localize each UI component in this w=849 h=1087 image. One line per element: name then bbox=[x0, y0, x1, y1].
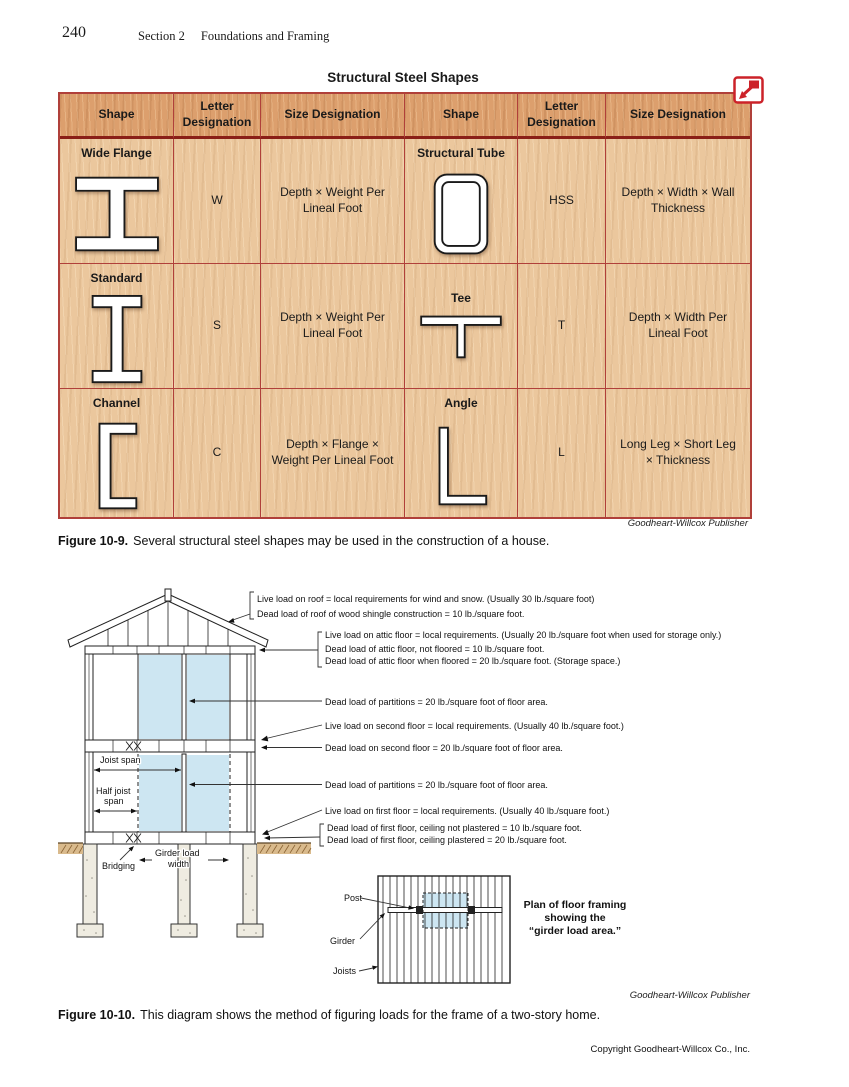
shape-cell-tee bbox=[405, 264, 518, 389]
standard-beam-icon bbox=[87, 292, 147, 386]
shape-name: Standard bbox=[90, 271, 143, 285]
girder-load-width-label-1: Girder load bbox=[155, 848, 200, 858]
size-cell: Long Leg × Short Leg × Thickness bbox=[606, 389, 750, 517]
partition-first-story bbox=[182, 754, 186, 832]
callout-first-live: Live load on first floor = local requirements. (Usually 40 lb./square foot.) bbox=[325, 806, 610, 816]
shape-name: Tee bbox=[451, 291, 471, 306]
callout-attic-dead-floored: Dead load of attic floor when floored = 20 lb./square foot. (Storage space.) bbox=[325, 656, 621, 666]
callout-second-live: Live load on second floor = local requirements. (Usually 40 lb./square foot.) bbox=[325, 721, 624, 731]
col-header-shape-right: Shape bbox=[405, 94, 518, 139]
shape-cell-standard bbox=[60, 264, 174, 389]
icon-wrap bbox=[417, 311, 505, 361]
icon-wrap bbox=[69, 166, 165, 263]
shape-name: Structural Tube bbox=[417, 146, 505, 160]
size-cell: Depth × Width Per Lineal Foot bbox=[606, 264, 750, 389]
shape-cell-structural-tube bbox=[405, 139, 518, 264]
letter-cell: HSS bbox=[518, 139, 606, 264]
wide-flange-icon bbox=[69, 174, 165, 254]
channel-icon bbox=[94, 418, 140, 514]
figure-10-10-caption bbox=[58, 1008, 798, 1022]
letter-cell: S bbox=[174, 264, 261, 389]
floor-framing-plan bbox=[330, 876, 626, 983]
icon-wrap bbox=[432, 416, 490, 517]
roof-left-slope bbox=[68, 594, 168, 647]
col-header-letter-right: Letter Designation bbox=[518, 94, 606, 139]
callout-first-dead-plastered: Dead load of first floor, ceiling plastered = 20 lb./square foot. bbox=[327, 835, 567, 845]
girder-load-width-label-2: width bbox=[168, 859, 190, 869]
joist-span-label: Joist span bbox=[100, 755, 141, 765]
figure-text: Several structural steel shapes may be used in the construction of a house. bbox=[133, 534, 550, 548]
load-diagram bbox=[58, 588, 803, 990]
second-floor bbox=[85, 740, 255, 752]
shape-cell-wide-flange bbox=[60, 139, 174, 264]
figure-label: Figure 10-9. bbox=[58, 534, 129, 548]
first-floor bbox=[85, 832, 255, 844]
shape-name: Angle bbox=[444, 396, 478, 410]
structural-steel-shapes-table bbox=[58, 92, 752, 519]
figure-label: Figure 10-10. bbox=[58, 1008, 136, 1022]
half-joist-span-label-1: Half joist bbox=[96, 786, 131, 796]
icon-wrap bbox=[94, 416, 140, 517]
col-header-size-right: Size Designation bbox=[606, 94, 750, 139]
bridging-label: Bridging bbox=[102, 861, 136, 871]
half-joist-span-label-2: span bbox=[104, 796, 124, 806]
copyright-line: Copyright Goodheart-Willcox Co., Inc. bbox=[590, 1044, 750, 1055]
shape-cell-channel bbox=[60, 389, 174, 517]
joists-label: Joists bbox=[333, 966, 357, 976]
icon-wrap bbox=[430, 166, 492, 263]
callout-attic-dead-not-floored: Dead load of attic floor, not floored = 10 lb./square foot. bbox=[325, 644, 545, 654]
size-cell: Depth × Width × Wall Thickness bbox=[606, 139, 750, 264]
letter-cell: C bbox=[174, 389, 261, 517]
table-credit: Goodheart-Willcox Publisher bbox=[627, 518, 748, 529]
col-header-letter-left: Letter Designation bbox=[174, 94, 261, 139]
size-cell: Depth × Flange × Weight Per Lineal Foot bbox=[261, 389, 405, 517]
plan-post-left bbox=[416, 906, 423, 914]
house-cross-section bbox=[68, 589, 268, 844]
structural-tube-icon bbox=[430, 170, 492, 258]
callout-partitions-first: Dead load of partitions = 20 lb./square foot of floor area. bbox=[325, 780, 548, 790]
col-header-size-left: Size Designation bbox=[261, 94, 405, 139]
post-label: Post bbox=[344, 893, 363, 903]
col-header-shape-left: Shape bbox=[60, 94, 174, 139]
figure-text: This diagram shows the method of figuring loads for the frame of a two-story home. bbox=[140, 1008, 601, 1022]
section-label: Section 2 bbox=[138, 29, 185, 43]
callout-roof-live: Live load on roof = local requirements for wind and snow. (Usually 30 lb./square foot) bbox=[257, 594, 595, 604]
ridge-board bbox=[165, 589, 171, 601]
size-cell: Depth × Weight Per Lineal Foot bbox=[261, 264, 405, 389]
page-number: 240 bbox=[62, 24, 86, 41]
plan-caption-line-2: showing the bbox=[544, 912, 606, 924]
roof-right-slope bbox=[168, 594, 268, 647]
letter-cell: L bbox=[518, 389, 606, 517]
tee-icon bbox=[417, 311, 505, 361]
gable-studs bbox=[108, 602, 228, 646]
figure-10-10-credit: Goodheart-Willcox Publisher bbox=[629, 990, 750, 1001]
plan-caption-line-3: “girder load area.” bbox=[528, 925, 622, 937]
shape-name: Wide Flange bbox=[81, 146, 152, 160]
section-title: Foundations and Framing bbox=[200, 29, 330, 43]
callout-partitions-second: Dead load of partitions = 20 lb./square foot of floor area. bbox=[325, 697, 548, 707]
shape-name: Channel bbox=[92, 396, 141, 410]
partition-second-story bbox=[182, 654, 186, 740]
callout-second-dead: Dead load on second floor = 20 lb./square foot of floor area. bbox=[325, 743, 563, 753]
attic-floor bbox=[85, 646, 255, 654]
plan-post-right bbox=[468, 906, 475, 914]
load-callouts bbox=[257, 594, 721, 845]
table-title: Structural Steel Shapes bbox=[327, 70, 479, 85]
icon-wrap bbox=[87, 291, 147, 388]
letter-cell: T bbox=[518, 264, 606, 389]
girder-label: Girder bbox=[330, 936, 356, 946]
figure-10-9-caption bbox=[58, 534, 798, 548]
angle-icon bbox=[432, 424, 490, 508]
plan-girder bbox=[388, 908, 502, 913]
callout-roof-dead: Dead load of roof of wood shingle construction = 10 lb./square foot. bbox=[257, 609, 525, 619]
letter-cell: W bbox=[174, 139, 261, 264]
annotation-flag-icon[interactable] bbox=[733, 76, 764, 104]
shape-cell-angle bbox=[405, 389, 518, 517]
callout-first-dead-not-plastered: Dead load of first floor, ceiling not plastered = 10 lb./square foot. bbox=[327, 823, 582, 833]
flag-arrow-icon bbox=[733, 76, 764, 104]
plan-caption-line-1: Plan of floor framing bbox=[523, 899, 627, 911]
running-header bbox=[138, 29, 329, 44]
size-cell: Depth × Weight Per Lineal Foot bbox=[261, 139, 405, 264]
callout-attic-live: Live load on attic floor = local requirements. (Usually 20 lb./square foot when used for storage only.) bbox=[325, 630, 722, 640]
